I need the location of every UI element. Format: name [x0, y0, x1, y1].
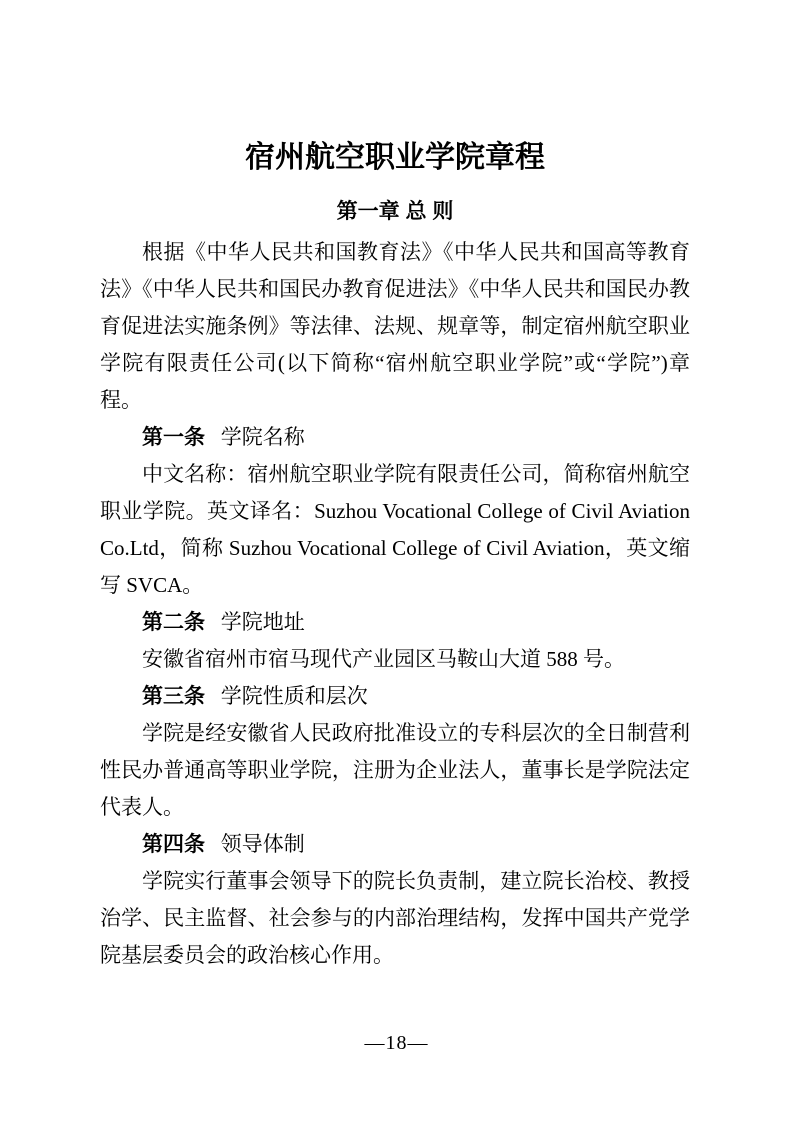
- paragraph: 中文名称：宿州航空职业学院有限责任公司，简称宿州航空职业学院。英文译名：Suzhou Vocational College of Civil Aviation Co.Ltd，简称 Suzhou Vocational College of Civil Aviation，英文缩写 SVCA。: [100, 462, 690, 597]
- article-heading: [100, 678, 690, 715]
- chapter-heading: 第一章 总 则: [336, 200, 454, 223]
- article-title: 学院地址: [220, 610, 305, 634]
- article-title: 学院名称: [220, 425, 305, 449]
- article-title: 学院性质和层次: [220, 684, 368, 708]
- article-heading: [100, 826, 690, 863]
- article-heading: [100, 604, 690, 641]
- page-number: —18—: [364, 1032, 429, 1054]
- document-title: 宿州航空职业学院章程: [245, 141, 545, 174]
- article-heading: [100, 419, 690, 456]
- document-body: [100, 234, 690, 974]
- paragraph: 学院实行董事会领导下的院长负责制，建立院长治校、教授治学、民主监督、社会参与的内部治理结构，发挥中国共产党学院基层委员会的政治核心作用。: [100, 869, 690, 967]
- article-number: 第二条: [142, 611, 205, 634]
- document-content: [100, 140, 690, 974]
- paragraph: 根据《中华人民共和国教育法》《中华人民共和国高等教育法》《中华人民共和国民办教育促进法》《中华人民共和国民办教育促进法实施条例》等法律、法规、规章等，制定宿州航空职业学院有限责任公司(以下简称“宿州航空职业学院”或“学院”)章程。: [100, 240, 690, 412]
- paragraph: 安徽省宿州市宿马现代产业园区马鞍山大道 588 号。: [142, 647, 625, 671]
- article-title: 领导体制: [220, 832, 305, 856]
- paragraph: 学院是经安徽省人民政府批准设立的专科层次的全日制营利性民办普通高等职业学院，注册为企业法人，董事长是学院法定代表人。: [100, 721, 690, 819]
- article-number: 第三条: [142, 685, 205, 708]
- article-number: 第四条: [142, 833, 205, 856]
- article-number: 第一条: [142, 426, 205, 449]
- page-footer: [0, 1030, 793, 1056]
